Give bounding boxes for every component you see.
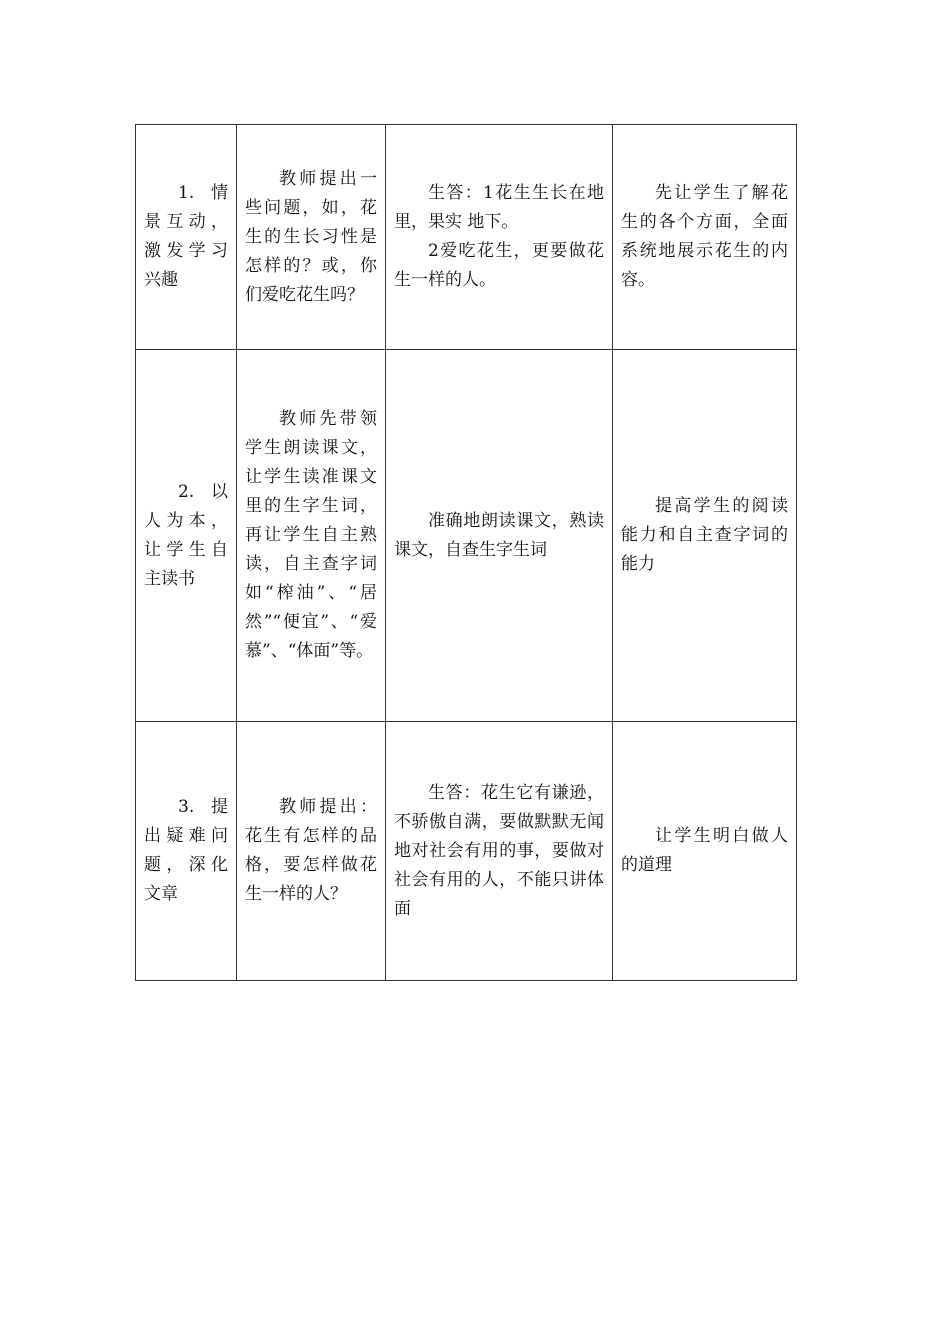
student-activity-line: 生答：1花生生长在地里，果实 地下。 — [394, 183, 604, 232]
table-row — [136, 350, 797, 722]
table-row — [136, 722, 797, 981]
student-activity-cell — [386, 125, 613, 350]
design-intent-cell: 先让学生了解花生的各个方面，全面系统地展示花生的内容。 — [613, 125, 797, 350]
student-activity-cell — [386, 722, 613, 981]
student-activity-line: 生答：花生它有谦逊，不骄傲自满，要做默默无闻地对社会有用的事，要做对社会有用的人，不能只讲体面 — [394, 782, 604, 919]
lesson-plan-table — [135, 124, 797, 981]
student-activity-line: 2爱吃花生，更要做花生一样的人。 — [394, 241, 604, 290]
step-cell: 1. 情景互动，激发学习兴趣 — [136, 125, 237, 350]
step-cell: 2. 以人为本，让学生自主读书 — [136, 350, 237, 722]
design-intent-cell: 让学生明白做人的道理 — [613, 722, 797, 981]
step-cell: 3. 提出疑难问题，深化文章 — [136, 722, 237, 981]
student-activity-line: 准确地朗读课文，熟读课文，自查生字生词 — [394, 510, 604, 560]
teacher-activity-cell: 教师先带领学生朗读课文，让学生读准课文里的生字生词，再让学生自主熟读，自主查字词如“榨油”、“居然”“便宜”、“爱慕”、“体面”等。 — [237, 350, 386, 722]
teacher-activity-cell: 教师提出一些问题，如，花生的生长习性是怎样的？或，你们爱吃花生吗？ — [237, 125, 386, 350]
design-intent-cell: 提高学生的阅读能力和自主查字词的能力 — [613, 350, 797, 722]
table-row — [136, 125, 797, 350]
student-activity-cell — [386, 350, 613, 722]
teacher-activity-cell: 教师提出：花生有怎样的品格，要怎样做花生一样的人？ — [237, 722, 386, 981]
